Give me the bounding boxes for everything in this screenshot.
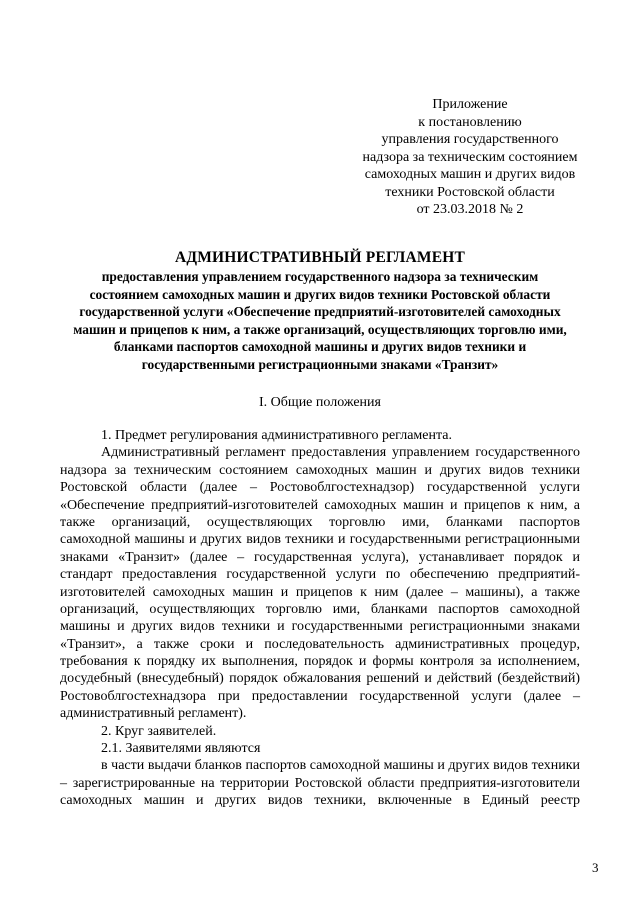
subtitle-line: бланками паспортов самоходной машины и других видов техники и: [113, 339, 527, 354]
body-line: «Транзит», а также сроки и последовательность административных процедур,: [60, 636, 580, 652]
subtitle-line: машин и прицепов к ним, а также организаций, осуществляющих торговлю ими,: [73, 321, 567, 337]
appendix-block: [330, 96, 610, 219]
appendix-line: Приложение: [432, 97, 508, 112]
appendix-line: от 23.03.2018 № 2: [416, 202, 524, 217]
body-line: также организаций, осуществляющих торговлю ими, бланками паспортов: [60, 514, 580, 530]
body-text: [60, 427, 580, 810]
document-subtitle: [60, 268, 580, 373]
paragraph-heading: 2. Круг заявителей.: [101, 723, 217, 739]
body-line: Ростовской области (далее – Ростовоблгостехнадзор) государственной услуги: [60, 480, 580, 496]
paragraph-heading: 2.1. Заявителями являются: [101, 741, 261, 757]
body-line: самоходной машины и других видов техники и государственными регистрационными: [60, 532, 580, 548]
body-line: Административный регламент предоставления управлением государственного: [101, 445, 580, 461]
appendix-line: управления государственного: [381, 132, 559, 147]
body-line: надзора за техническим состоянием самоходных машин и других видов техники: [60, 462, 580, 478]
body-line: Ростовоблгостехнадзора при предоставлении государственной услуги (далее –: [60, 688, 580, 704]
body-line: изготовителей самоходных машин и прицепов к ним (далее – машины), а также: [60, 584, 580, 600]
body-line: досудебный (внесудебный) порядок обжалования решений и действий (бездействий): [60, 671, 580, 687]
body-line: требования к порядку их выполнения, порядок и формы контроля за исполнением,: [60, 654, 580, 670]
subtitle-line: предоставления управлением государственного надзора за техническим: [101, 269, 539, 284]
body-line: в части выдачи бланков паспортов самоходной машины и других видов техники: [101, 758, 580, 774]
appendix-line: техники Ростовской области: [385, 184, 555, 200]
body-line: – зарегистрированные на территории Ростовской области предприятия-изготовители: [60, 775, 580, 791]
body-line: машины и других видов техники и государственными регистрационными знаками: [60, 619, 580, 635]
appendix-line: самоходных машин и других видов: [364, 167, 576, 182]
document-title: АДМИНИСТРАТИВНЫЙ РЕГЛАМЕНТ: [174, 249, 466, 266]
body-line: организаций, осуществляющих торговлю ими, бланками паспортов самоходной: [60, 601, 580, 617]
body-line: самоходных машин и других видов техники, включенные в Единый реестр: [60, 793, 580, 809]
section-heading: I. Общие положения: [259, 395, 381, 410]
body-line: стандарт предоставления государственной услуги по обеспечению предприятий-: [60, 567, 580, 583]
subtitle-line: состоянием самоходных машин и других видов техники Ростовской области: [89, 286, 551, 302]
body-line: знаками «Транзит» (далее – государственная услуга), устанавливает порядок и: [60, 549, 580, 565]
body-line: административный регламент).: [60, 706, 247, 722]
paragraph-heading: 1. Предмет регулирования административного регламента.: [101, 428, 452, 443]
body-line: «Обеспечение предприятий-изготовителей самоходных машин и прицепов к ним, а: [60, 497, 580, 513]
appendix-line: к постановлению: [418, 114, 522, 130]
subtitle-line: государственными регистрационными знаками «Транзит»: [141, 356, 499, 372]
page-number: 3: [592, 860, 599, 875]
subtitle-line: государственной услуги «Обеспечение предприятий-изготовителей самоходных: [79, 304, 561, 319]
appendix-line: надзора за техническим состоянием: [362, 149, 578, 165]
